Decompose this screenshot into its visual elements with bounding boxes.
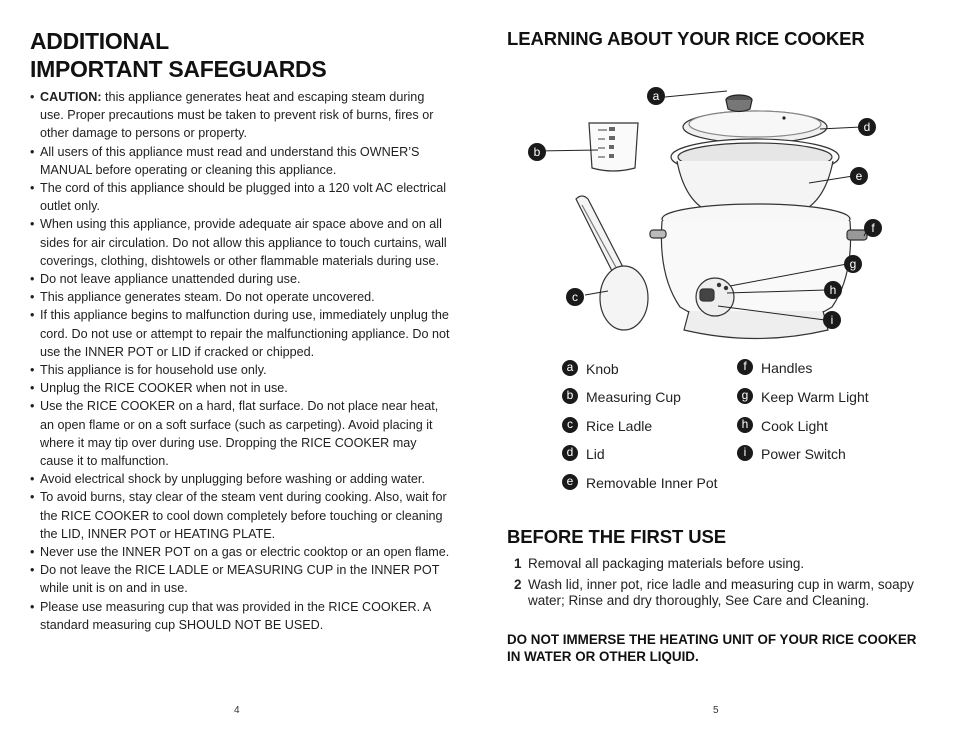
list-item: • Please use measuring cup that was provided in the RICE COOKER. A standard measuring cup SHOULD NOT BE USED. [30,598,450,634]
caution-label: CAUTION: [40,90,102,104]
step-number: 1 [514,556,522,571]
list-item: • Use the RICE COOKER on a hard, flat surface. Do not place near heat, an open flame or on a soft surface (such as carpeting). Avoid placing it where it may tip over during use. Dropping the RICE COOKER may cause it to malfunction. [30,397,450,470]
diagram-letter-i: i [830,313,834,327]
legend-label: Keep Warm Light [761,389,869,405]
legend-item-inner-pot [562,475,718,495]
step-item [514,556,924,572]
list-item [30,88,450,143]
legend-badge: g [737,388,753,404]
list-item: • This appliance is for household use only. [30,361,450,379]
legend-label: Removable Inner Pot [586,475,718,491]
legend-badge: h [737,417,753,433]
step-number: 2 [514,577,522,592]
diagram-letter-b: b [533,145,541,159]
list-item: • When using this appliance, provide adequate air space above and on all sides for air circulation. Do not allow this appliance to touch curtains, wall coverings, clothing, dishtowels or other flammable materials during use. [30,215,450,270]
legend-item-lid [562,446,605,466]
diagram-letter-g: g [849,257,857,271]
legend-item-cook-light [737,418,828,438]
list-item: • All users of this appliance must read and understand this OWNER’S MANUAL before operating or cleaning this appliance. [30,143,450,179]
list-item: • Never use the INNER POT on a gas or electric cooktop or an open flame. [30,543,450,561]
rice-cooker-diagram [522,75,932,350]
step-item [514,577,924,609]
page-number-left: 4 [234,705,240,716]
diagram-letter-f: f [871,221,875,235]
right-page [477,0,954,746]
list-item: • Unplug the RICE COOKER when not in use. [30,379,450,397]
legend-label: Knob [586,361,619,377]
legend-item-knob [562,361,619,381]
step-text: Wash lid, inner pot, rice ladle and measuring cup in warm, soapy water; Rinse and dry thoroughly, See Care and Cleaning. [528,577,914,608]
legend-item-measuring-cup [562,389,681,409]
title-line-1: ADDITIONAL [30,28,169,54]
list-item: • Avoid electrical shock by unplugging before washing or adding water. [30,470,450,488]
list-item: • The cord of this appliance should be plugged into a 120 volt AC electrical outlet only. [30,179,450,215]
legend-badge: i [737,445,753,461]
diagram-letter-d: d [863,120,871,134]
immersion-warning: DO NOT IMMERSE THE HEATING UNIT OF YOUR RICE COOKER IN WATER OR OTHER LIQUID. [507,632,917,664]
before-first-use-title: BEFORE THE FIRST USE [507,526,726,547]
legend-badge: c [562,417,578,433]
diagram-letter-e: e [855,169,863,183]
legend-item-handles [737,360,812,380]
list-item: • This appliance generates steam. Do not operate uncovered. [30,288,450,306]
page-number-right: 5 [713,705,719,716]
safeguards-list [30,88,450,634]
measuring-cup-illustration [589,123,638,171]
list-item: • If this appliance begins to malfunction during use, immediately unplug the cord. Do not use or attempt to repair the malfunctioning appliance. Do not use the INNER POT or LID if cracked or chipped. [30,306,450,361]
diagram-letter-h: h [829,283,837,297]
diagram-letter-c: c [572,290,578,304]
legend-label: Rice Ladle [586,418,653,434]
legend-label: Measuring Cup [586,389,681,405]
legend-label: Lid [586,446,605,462]
legend-badge: a [562,360,578,376]
title-line-2: IMPORTANT SAFEGUARDS [30,56,327,82]
first-use-steps [514,556,924,614]
legend-label: Handles [761,360,813,376]
list-item: • Do not leave the RICE LADLE or MEASURING CUP in the INNER POT while unit is on and in use. [30,561,450,597]
legend-badge: b [562,388,578,404]
legend-item-power-switch [737,446,846,466]
legend-label: Power Switch [761,446,846,462]
lid-illustration [683,95,827,143]
list-item: • To avoid burns, stay clear of the steam vent during cooking. Also, wait for the RICE COOKER to cool down completely before touching or cleaning the LID, INNER POT or HEATING PLATE. [30,488,450,543]
legend-item-rice-ladle [562,418,652,438]
legend-label: Cook Light [761,418,828,434]
legend-item-keep-warm-light [737,389,869,409]
step-text: Removal all packaging materials before using. [528,556,805,571]
ladle-illustration [576,196,648,330]
legend-badge: d [562,445,578,461]
legend-badge: f [737,359,753,375]
safeguards-title [30,27,326,83]
diagram-letter-a: a [652,89,660,103]
list-item: • Do not leave appliance unattended during use. [30,270,450,288]
learning-title: LEARNING ABOUT YOUR RICE COOKER [507,28,865,49]
caution-text: this appliance generates heat and escaping steam during use. Proper precautions must be taken to prevent risk of burns, fires or other damage to persons or property. [40,90,434,141]
legend-badge: e [562,474,578,490]
